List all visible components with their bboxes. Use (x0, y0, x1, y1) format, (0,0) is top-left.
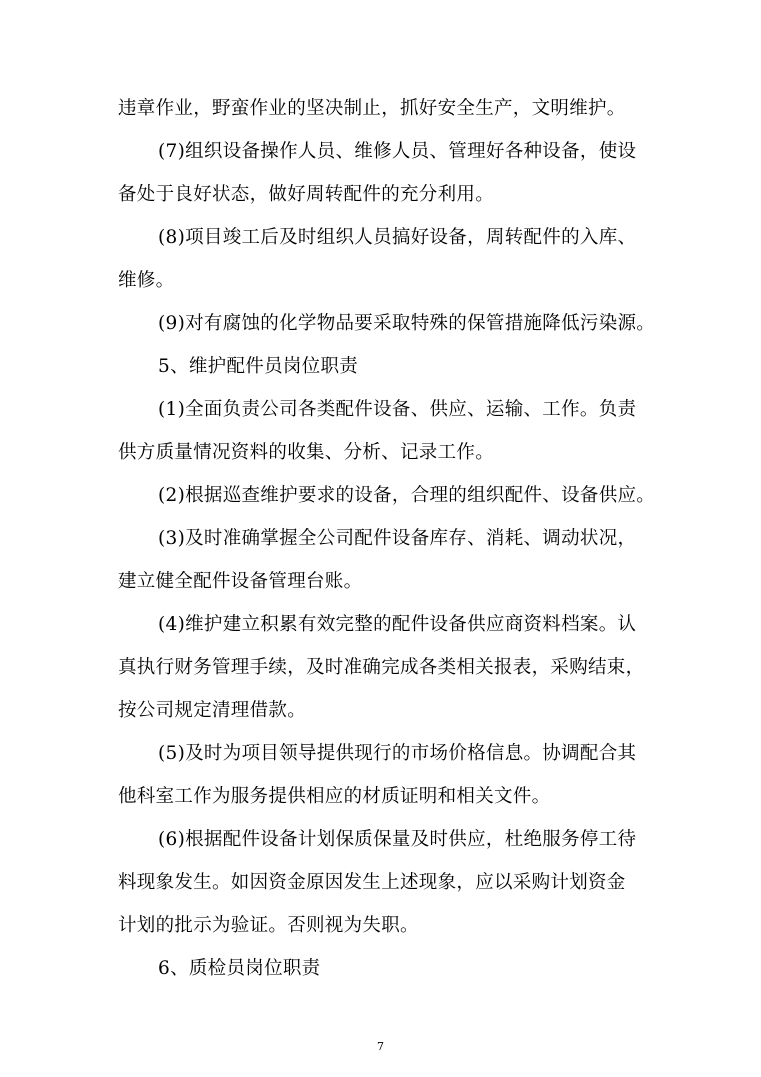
text-line-5: 维修。 (118, 270, 175, 291)
text-line-11: (3)及时准确掌握全公司配件设备库存、消耗、调动状况， (158, 528, 637, 549)
text-line-13: (4)维护建立积累有效完整的配件设备供应商资料档案。认 (158, 614, 637, 635)
text-line-14: 真执行财务管理手续，及时准确完成各类相关报表，采购结束， (118, 657, 645, 678)
text-line-1: 违章作业，野蛮作业的坚决制止，抓好安全生产，文明维护。 (118, 98, 626, 119)
text-line-16: (5)及时为项目领导提供现行的市场价格信息。协调配合其 (158, 743, 637, 764)
text-line-18: (6)根据配件设备计划保质保量及时供应，杜绝服务停工待 (158, 829, 637, 850)
text-line-10: (2)根据巡查维护要求的设备，合理的组织配件、设备供应。 (158, 485, 656, 506)
text-line-12: 建立健全配件设备管理台账。 (118, 571, 363, 592)
text-line-15: 按公司规定清理借款。 (118, 700, 307, 721)
section-heading-5: 5、维护配件员岗位职责 (158, 356, 359, 377)
text-line-4: (8)项目竣工后及时组织人员搞好设备，周转配件的入库、 (158, 227, 637, 248)
text-line-19: 料现象发生。如因资金原因发生上述现象，应以采购计划资金 (118, 872, 626, 893)
text-line-2: (7)组织设备操作人员、维修人员、管理好各种设备，使设 (158, 141, 637, 162)
text-line-9: 供方质量情况资料的收集、分析、记录工作。 (118, 442, 495, 463)
text-line-17: 他科室工作为服务提供相应的材质证明和相关文件。 (118, 786, 551, 807)
text-line-3: 备处于良好状态，做好周转配件的充分利用。 (118, 184, 495, 205)
page-number: 7 (377, 1040, 384, 1053)
section-heading-6: 6、质检员岗位职责 (158, 958, 321, 979)
text-line-8: (1)全面负责公司各类配件设备、供应、运输、工作。负责 (158, 399, 637, 420)
text-line-20: 计划的批示为验证。否则视为失职。 (118, 915, 419, 936)
text-line-6: (9)对有腐蚀的化学物品要采取特殊的保管措施降低污染源。 (158, 313, 656, 334)
